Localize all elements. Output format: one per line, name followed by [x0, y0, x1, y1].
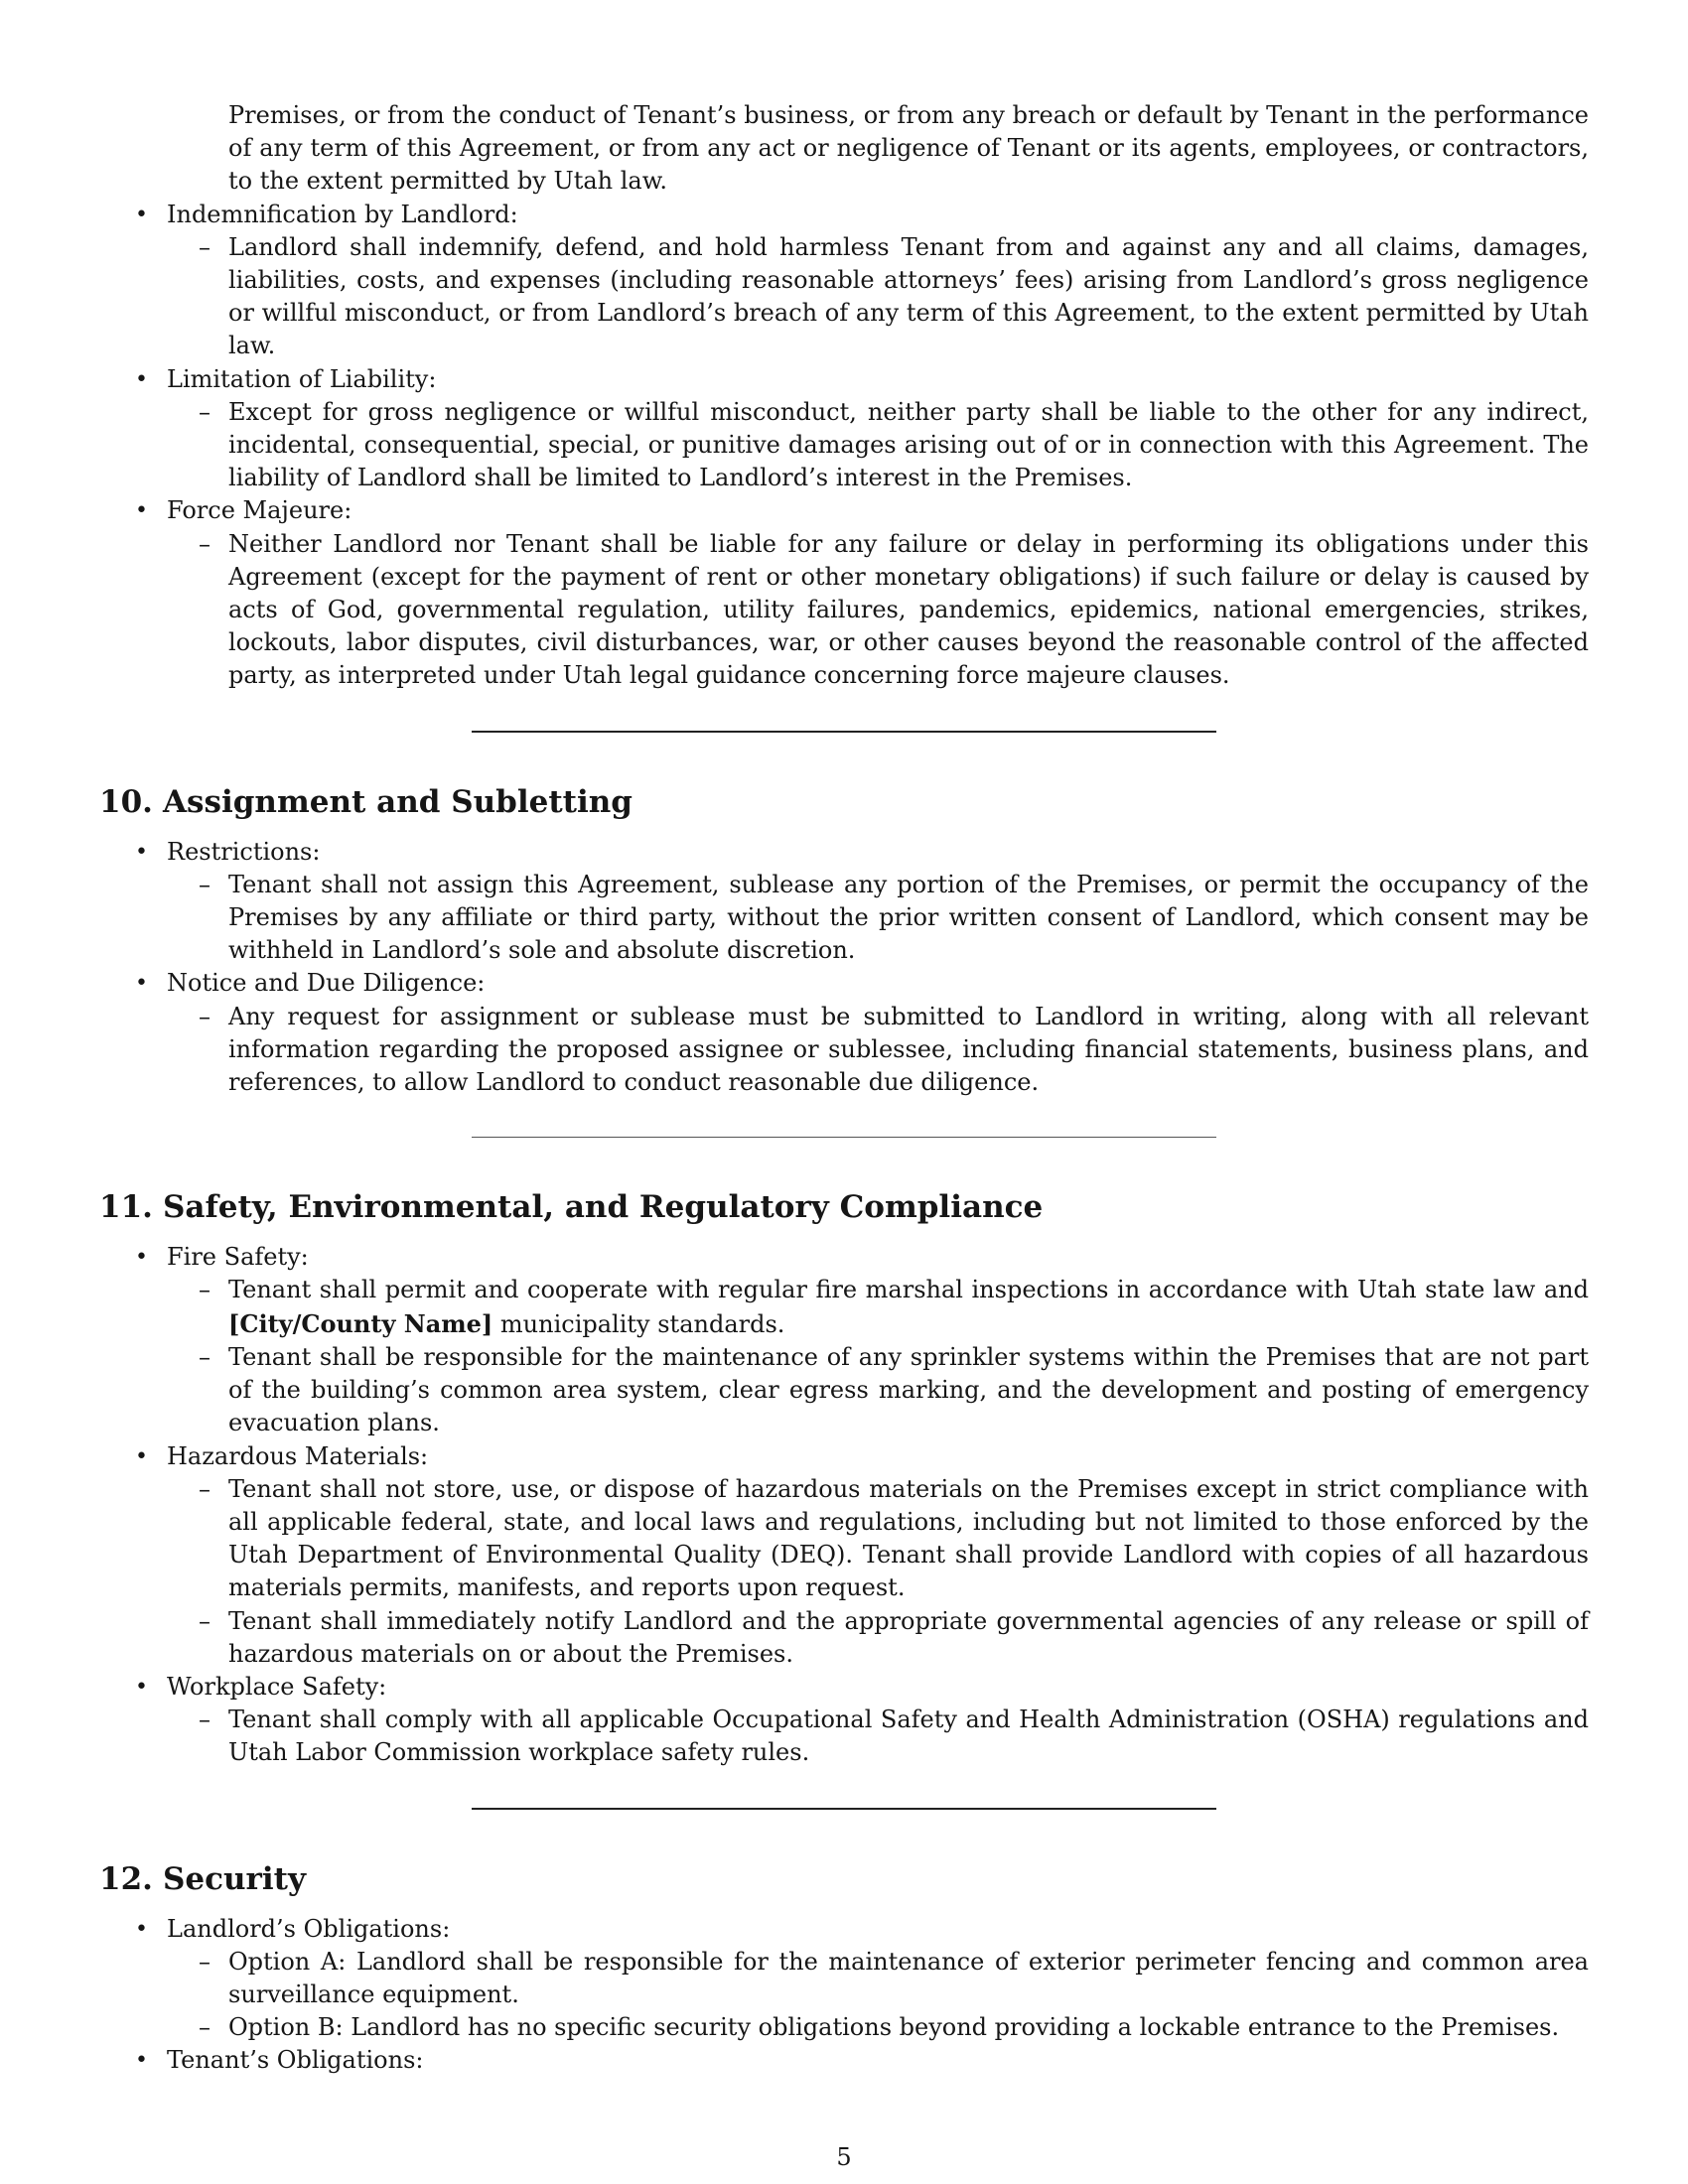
- section-number: 11.: [99, 1189, 153, 1226]
- section-number: 12.: [99, 1860, 153, 1897]
- sub-item-text: Tenant shall permit and cooperate with regular fire marshal inspections in accordance with Utah state law and: [228, 1276, 1589, 1304]
- item-label: Fire Safety:: [167, 1243, 309, 1272]
- section10-list: [99, 836, 1589, 1100]
- sub-item: – Except for gross negligence or willful misconduct, neither party shall be liable to the other for any indirect, incidental, consequential, special, or punitive damages arising out of or in connection with this Agreement. The liability of Landlord shall be limited to Landlord’s interest in the Premises.: [228, 396, 1589, 495]
- document-page: [99, 99, 1589, 2078]
- sub-item: – Tenant shall be responsible for the maintenance of any sprinkler systems within the Premises that are not part of the building’s common area system, clear egress marking, and the development and posting of emergency evacuation plans.: [228, 1341, 1589, 1440]
- list-item: [99, 1440, 1589, 1671]
- section-divider: [472, 1808, 1216, 1810]
- item-label: Workplace Safety:: [167, 1672, 387, 1701]
- list-item: [99, 836, 1589, 968]
- item-label: Notice and Due Diligence:: [167, 969, 486, 998]
- section-divider: [472, 731, 1216, 733]
- item-label: Tenant’s Obligations:: [167, 2046, 424, 2075]
- list-item: [99, 967, 1589, 1099]
- section11-list: [99, 1241, 1589, 1769]
- list-item: [99, 1241, 1589, 1439]
- sub-item: – Tenant shall immediately notify Landlord and the appropriate governmental agencies of any release or spill of hazardous materials on or about the Premises.: [228, 1605, 1589, 1671]
- sub-item: – Tenant shall comply with all applicable Occupational Safety and Health Administration (OSHA) regulations and Utah Labor Commission workplace safety rules.: [228, 1704, 1589, 1769]
- list-item: [99, 1913, 1589, 2045]
- sub-item: – Tenant shall not assign this Agreement, sublease any portion of the Premises, or permit the occupancy of the Premises by any affiliate or third party, without the prior written consent of Landlord, which consent may be withheld in Landlord’s sole and absolute discretion.: [228, 869, 1589, 968]
- item-label: Restrictions:: [167, 837, 321, 866]
- list-item: [99, 199, 1589, 363]
- placeholder-city-county: [City/County Name]: [228, 1308, 493, 1338]
- item-label: Force Majeure:: [167, 496, 352, 525]
- list-item: [99, 494, 1589, 692]
- item-label: Hazardous Materials:: [167, 1441, 429, 1470]
- section-title: Assignment and Subletting: [163, 783, 633, 820]
- list-item: [99, 1671, 1589, 1770]
- item-label: Limitation of Liability:: [167, 364, 437, 393]
- page-number: 5: [836, 2143, 852, 2171]
- section-title: Security: [163, 1860, 306, 1897]
- section-heading: [99, 782, 1589, 822]
- sub-item: – Neither Landlord nor Tenant shall be liable for any failure or delay in performing its obligations under this Agreement (except for the payment of rent or other monetary obligations) if such failure or delay is caused by acts of God, governmental regulation, utility failures, pandemics, epidemics, national emergencies, strikes, lockouts, labor disputes, civil disturbances, war, or other causes beyond the reasonable control of the affected party, as interpreted under Utah legal guidance concerning force majeure clauses.: [228, 528, 1589, 693]
- section-heading: [99, 1859, 1589, 1899]
- section9-list: [99, 199, 1589, 693]
- section-title: Safety, Environmental, and Regulatory Compliance: [163, 1189, 1044, 1226]
- sub-item: [228, 1274, 1589, 1340]
- item-label: Indemnification by Landlord:: [167, 200, 518, 228]
- sub-item: – Any request for assignment or sublease must be submitted to Landlord in writing, along with all relevant information regarding the proposed assignee or sublessee, including financial statements, business plans, and references, to allow Landlord to conduct reasonable due diligence.: [228, 1001, 1589, 1100]
- section-divider: [472, 1137, 1216, 1138]
- item-label: Landlord’s Obligations:: [167, 1914, 451, 1943]
- sub-item-text: municipality standards.: [492, 1309, 785, 1338]
- section-heading: [99, 1187, 1589, 1227]
- continued-paragraph: Premises, or from the conduct of Tenant’s business, or from any breach or default by Tenant in the performance of any term of this Agreement, or from any act or negligence of Tenant or its agents, employees, or contractors, to the extent permitted by Utah law.: [228, 101, 1589, 196]
- sub-item: – Landlord shall indemnify, defend, and hold harmless Tenant from and against any and all claims, damages, liabilities, costs, and expenses (including reasonable attorneys’ fees) arising from Landlord’s gross negligence or willful misconduct, or from Landlord’s breach of any term of this Agreement, to the extent permitted by Utah law.: [228, 231, 1589, 363]
- sub-item: – Tenant shall not store, use, or dispose of hazardous materials on the Premises except in strict compliance with all applicable federal, state, and local laws and regulations, including but not limited to those enforced by the Utah Department of Environmental Quality (DEQ). Tenant shall provide Landlord with copies of all hazardous materials permits, manifests, and reports upon request.: [228, 1473, 1589, 1605]
- section-number: 10.: [99, 783, 153, 820]
- list-item: [99, 363, 1589, 495]
- list-item: [99, 2044, 1589, 2077]
- section12-list: [99, 1913, 1589, 2078]
- sub-item: – Option B: Landlord has no specific security obligations beyond providing a lockable entrance to the Premises.: [228, 2011, 1589, 2044]
- sub-item: – Option A: Landlord shall be responsible for the maintenance of exterior perimeter fencing and common area surveillance equipment.: [228, 1946, 1589, 2011]
